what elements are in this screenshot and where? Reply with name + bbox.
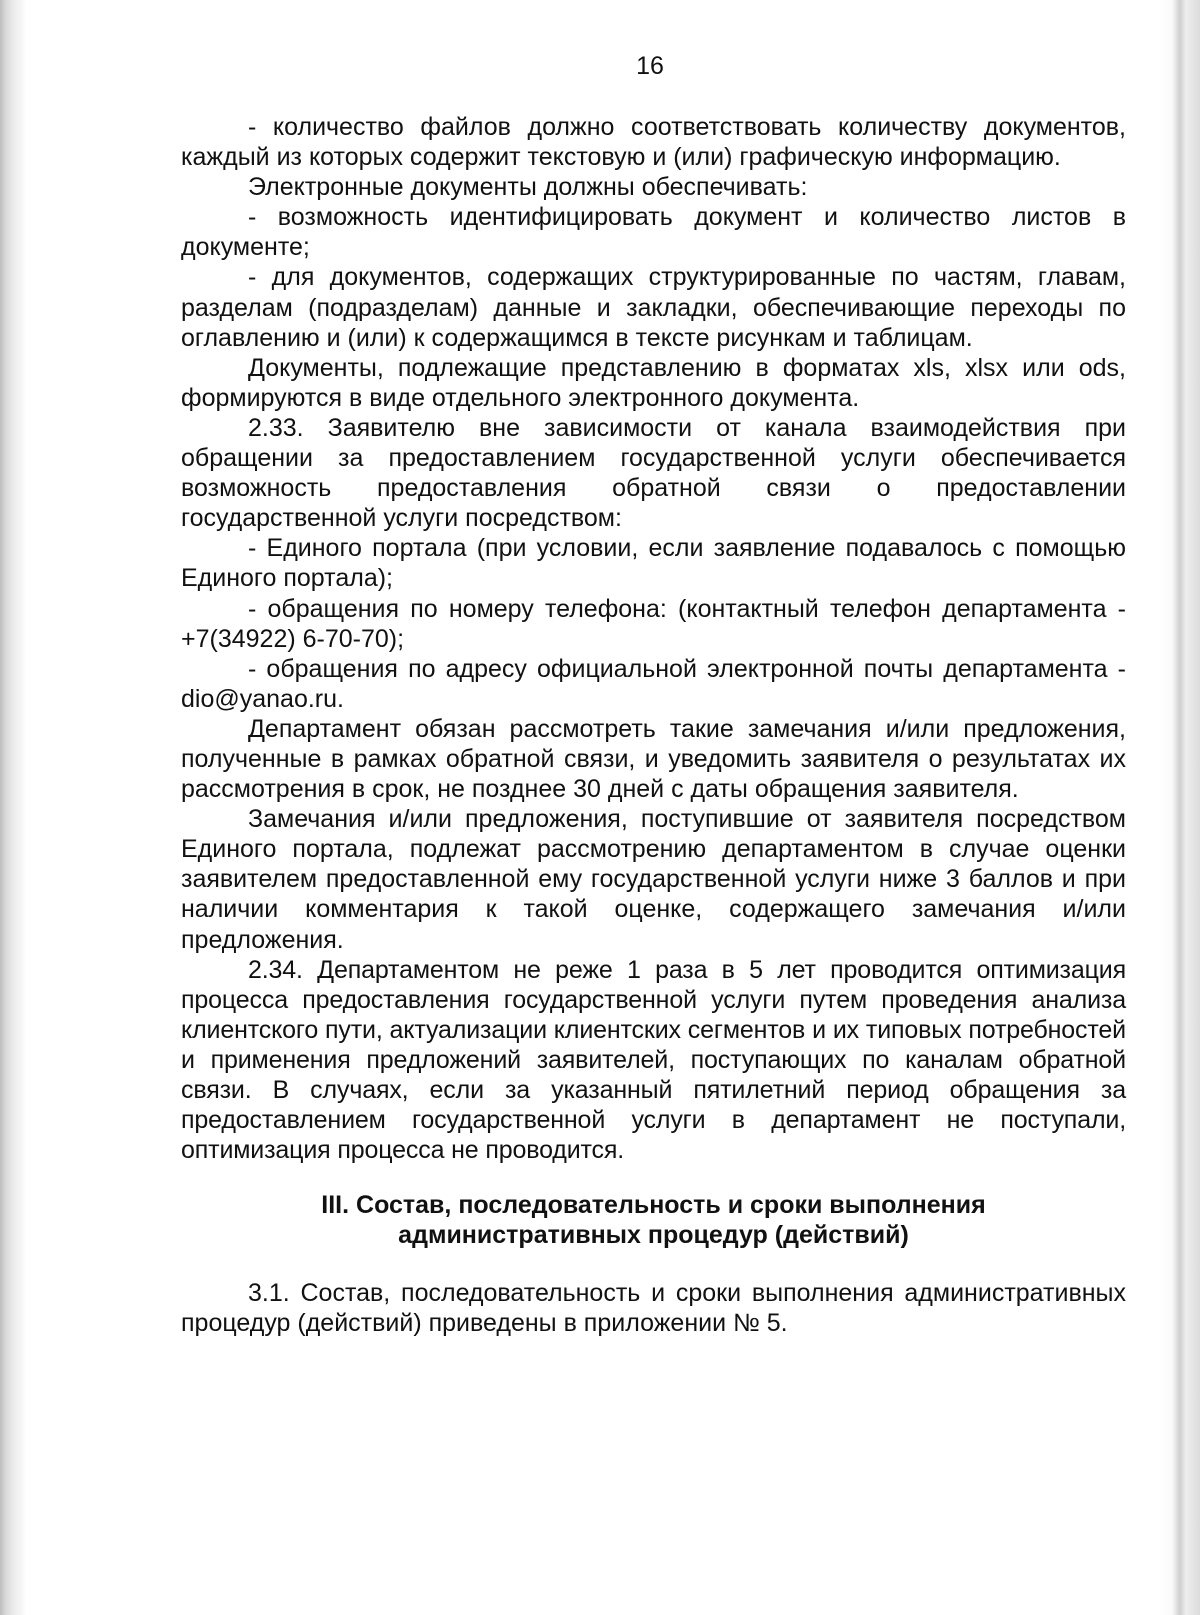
paragraph: - количество файлов должно соответствовать количеству документов, каждый из которых содержит текстовую и (или) графическую информацию. [181,113,1126,172]
document-body [181,112,1126,1338]
paragraph: - обращения по номеру телефона: (контактный телефон департамента - +7(34922) 6-70-70); [181,594,1126,653]
section-heading-line: III. Состав, последовательность и сроки выполнения [321,1191,986,1220]
paragraph: Департамент обязан рассмотреть такие замечания и/или предложения, полученные в рамках обратной связи, и уведомить заявителя о результатах их рассмотрения в срок, не позднее 30 дней с даты обращения заявителя. [181,714,1126,804]
section-heading [181,1190,1126,1250]
paragraph: - для документов, содержащих структурированные по частям, главам, разделам (подразделам) данные и закладки, обеспечивающие переходы по оглавлению и (или) к содержащимся в тексте рисункам и таблицам. [181,263,1126,352]
paragraph: Замечания и/или предложения, поступившие от заявителя посредством Единого портала, подлежат рассмотрению департаментом в случае оценки заявителем предоставленной ему государственной услуги ниже 3 баллов и при наличии комментария к такой оценке, содержащего замечания и/или предложения. [181,805,1126,954]
paragraph: 3.1. Состав, последовательность и сроки выполнения административных процедур (действий) приведены в приложении № 5. [181,1279,1126,1338]
paragraph: 2.33. Заявителю вне зависимости от канала взаимодействия при обращении за предоставлением государственной услуги обеспечивается возможность предоставления обратной связи о предоставлении государственной услуги посредством: [181,413,1126,533]
paragraph: Электронные документы должны обеспечивать: [248,173,808,202]
page-number: 16 [636,52,664,80]
section-heading-line: административных процедур (действий) [398,1221,909,1250]
scan-edge-left [0,0,26,1615]
scan-edge-right [1160,0,1200,1615]
paragraph: - Единого портала (при условии, если заявление подавалось с помощью Единого портала); [181,534,1126,593]
paragraph: - возможность идентифицировать документ и количество листов в документе; [181,203,1126,262]
paragraph: - обращения по адресу официальной электронной почты департамента - dio@yanao.ru. [181,654,1126,713]
paragraph: 2.34. Департаментом не реже 1 раза в 5 лет проводится оптимизация процесса предоставления государственной услуги путем проведения анализа клиентского пути, актуализации клиентских сегментов и их типовых потребностей и применения предложений заявителей, поступающих по каналам обратной связи. В случаях, если за указанный пятилетний период обращения за предоставлением государственной услуги в департамент не поступали, оптимизация процесса не проводится. [181,955,1126,1165]
paragraph: Документы, подлежащие представлению в форматах xls, xlsx или ods, формируются в виде отдельного электронного документа. [181,353,1126,412]
